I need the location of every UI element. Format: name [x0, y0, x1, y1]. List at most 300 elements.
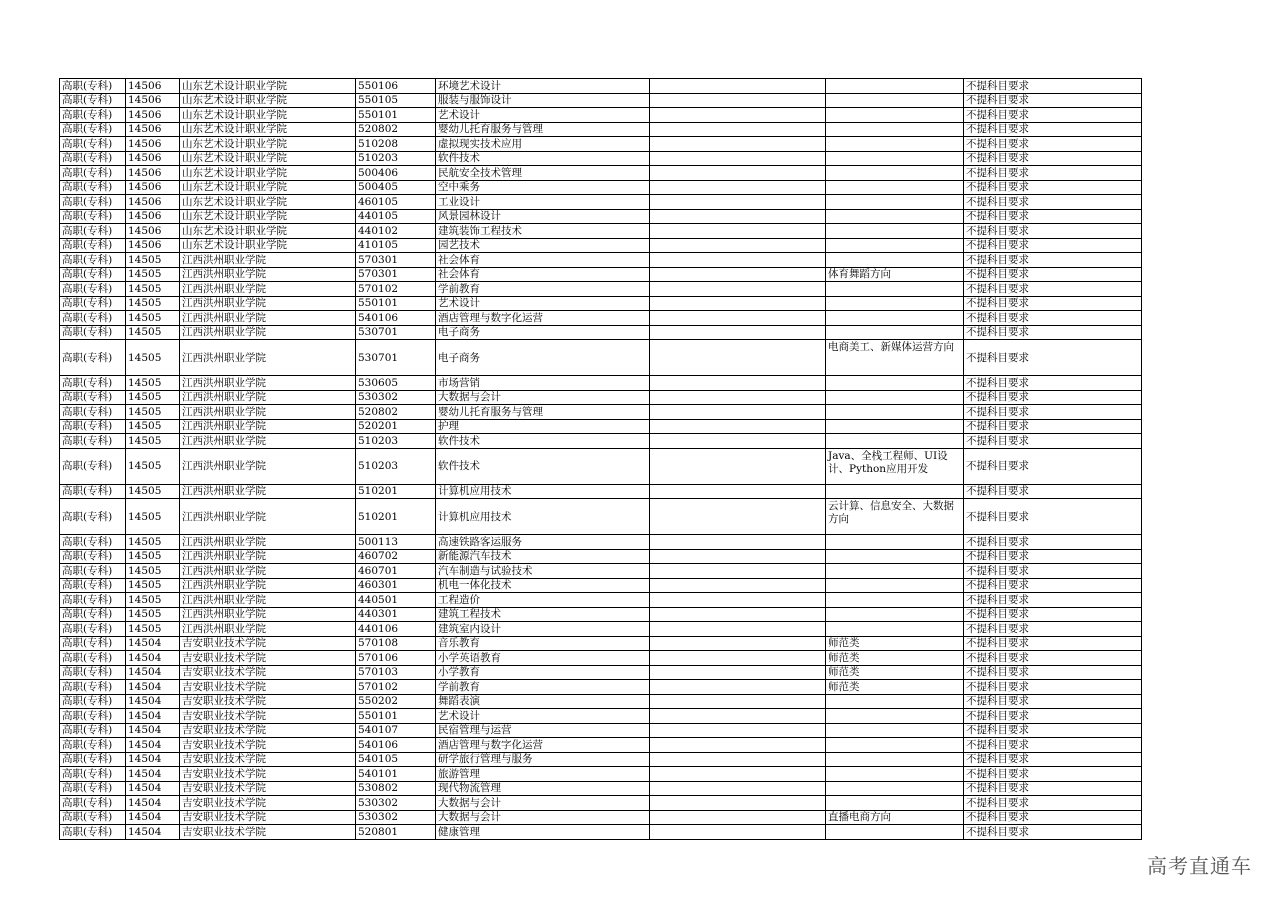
major-name-cell: 电子商务 [436, 340, 650, 376]
table-row [60, 549, 1142, 564]
blank-cell [650, 93, 826, 108]
remark-cell: 云计算、信息安全、大数据方向 [826, 499, 964, 535]
level-cell: 高职(专科) [60, 796, 126, 811]
major-name-cell: 艺术设计 [436, 108, 650, 123]
level-cell: 高职(专科) [60, 376, 126, 391]
remark-cell: 师范类 [826, 680, 964, 695]
subject-requirement-cell: 不提科目要求 [964, 767, 1142, 782]
school-code-cell: 14505 [126, 390, 180, 405]
subject-requirement-cell: 不提科目要求 [964, 593, 1142, 608]
major-code-cell: 440102 [356, 224, 436, 239]
subject-requirement-cell: 不提科目要求 [964, 680, 1142, 695]
major-name-cell: 电子商务 [436, 325, 650, 340]
school-code-cell: 14506 [126, 195, 180, 210]
level-cell: 高职(专科) [60, 224, 126, 239]
school-name-cell: 吉安职业技术学院 [180, 665, 356, 680]
table-row [60, 209, 1142, 224]
school-code-cell: 14506 [126, 79, 180, 94]
subject-requirement-cell: 不提科目要求 [964, 752, 1142, 767]
school-code-cell: 14505 [126, 593, 180, 608]
school-name-cell: 吉安职业技术学院 [180, 709, 356, 724]
table-row [60, 499, 1142, 535]
school-code-cell: 14505 [126, 622, 180, 637]
school-code-cell: 14506 [126, 166, 180, 181]
school-name-cell: 山东艺术设计职业学院 [180, 180, 356, 195]
school-name-cell: 江西洪州职业学院 [180, 499, 356, 535]
school-name-cell: 江西洪州职业学院 [180, 253, 356, 268]
major-name-cell: 大数据与会计 [436, 796, 650, 811]
subject-requirement-cell: 不提科目要求 [964, 405, 1142, 420]
blank-cell [650, 253, 826, 268]
level-cell: 高职(专科) [60, 593, 126, 608]
remark-cell [826, 767, 964, 782]
major-name-cell: 计算机应用技术 [436, 484, 650, 499]
level-cell: 高职(专科) [60, 419, 126, 434]
school-code-cell: 14504 [126, 694, 180, 709]
level-cell: 高职(专科) [60, 151, 126, 166]
subject-requirement-cell: 不提科目要求 [964, 325, 1142, 340]
school-code-cell: 14506 [126, 122, 180, 137]
major-name-cell: 环境艺术设计 [436, 79, 650, 94]
table-row [60, 151, 1142, 166]
school-code-cell: 14505 [126, 419, 180, 434]
table-row [60, 180, 1142, 195]
table-row [60, 376, 1142, 391]
subject-requirement-cell: 不提科目要求 [964, 390, 1142, 405]
major-code-cell: 530302 [356, 390, 436, 405]
level-cell: 高职(专科) [60, 767, 126, 782]
remark-cell [826, 137, 964, 152]
remark-cell [826, 166, 964, 181]
school-name-cell: 山东艺术设计职业学院 [180, 122, 356, 137]
school-code-cell: 14504 [126, 723, 180, 738]
school-code-cell: 14505 [126, 311, 180, 326]
blank-cell [650, 651, 826, 666]
level-cell: 高职(专科) [60, 296, 126, 311]
major-code-cell: 410105 [356, 238, 436, 253]
subject-requirement-cell: 不提科目要求 [964, 166, 1142, 181]
level-cell: 高职(专科) [60, 238, 126, 253]
major-name-cell: 软件技术 [436, 448, 650, 484]
remark-cell [826, 419, 964, 434]
school-code-cell: 14506 [126, 180, 180, 195]
subject-requirement-cell: 不提科目要求 [964, 448, 1142, 484]
major-code-cell: 570102 [356, 282, 436, 297]
level-cell: 高职(专科) [60, 325, 126, 340]
school-code-cell: 14506 [126, 137, 180, 152]
school-code-cell: 14505 [126, 564, 180, 579]
remark-cell [826, 209, 964, 224]
blank-cell [650, 825, 826, 840]
table-row [60, 267, 1142, 282]
school-code-cell: 14505 [126, 376, 180, 391]
school-name-cell: 江西洪州职业学院 [180, 376, 356, 391]
table-row [60, 195, 1142, 210]
level-cell: 高职(专科) [60, 195, 126, 210]
major-name-cell: 社会体育 [436, 253, 650, 268]
table-row [60, 448, 1142, 484]
major-name-cell: 小学英语教育 [436, 651, 650, 666]
blank-cell [650, 622, 826, 637]
level-cell: 高职(专科) [60, 781, 126, 796]
school-name-cell: 吉安职业技术学院 [180, 767, 356, 782]
major-code-cell: 520802 [356, 405, 436, 420]
table-row [60, 796, 1142, 811]
level-cell: 高职(专科) [60, 810, 126, 825]
remark-cell [826, 484, 964, 499]
blank-cell [650, 238, 826, 253]
major-code-cell: 550101 [356, 709, 436, 724]
school-name-cell: 江西洪州职业学院 [180, 340, 356, 376]
table-row [60, 311, 1142, 326]
school-name-cell: 山东艺术设计职业学院 [180, 195, 356, 210]
school-name-cell: 山东艺术设计职业学院 [180, 151, 356, 166]
remark-cell [826, 93, 964, 108]
major-code-cell: 460702 [356, 549, 436, 564]
subject-requirement-cell: 不提科目要求 [964, 93, 1142, 108]
school-code-cell: 14504 [126, 665, 180, 680]
subject-requirement-cell: 不提科目要求 [964, 549, 1142, 564]
subject-requirement-cell: 不提科目要求 [964, 796, 1142, 811]
school-name-cell: 江西洪州职业学院 [180, 267, 356, 282]
school-code-cell: 14505 [126, 535, 180, 550]
major-code-cell: 460301 [356, 578, 436, 593]
school-code-cell: 14504 [126, 752, 180, 767]
school-name-cell: 江西洪州职业学院 [180, 622, 356, 637]
school-name-cell: 吉安职业技术学院 [180, 723, 356, 738]
school-name-cell: 吉安职业技术学院 [180, 796, 356, 811]
remark-cell [826, 79, 964, 94]
level-cell: 高职(专科) [60, 636, 126, 651]
school-name-cell: 江西洪州职业学院 [180, 484, 356, 499]
subject-requirement-cell: 不提科目要求 [964, 180, 1142, 195]
major-code-cell: 540105 [356, 752, 436, 767]
major-code-cell: 440301 [356, 607, 436, 622]
school-name-cell: 山东艺术设计职业学院 [180, 137, 356, 152]
table-row [60, 108, 1142, 123]
table-body [60, 79, 1142, 840]
blank-cell [650, 340, 826, 376]
major-code-cell: 460105 [356, 195, 436, 210]
subject-requirement-cell: 不提科目要求 [964, 209, 1142, 224]
blank-cell [650, 224, 826, 239]
major-name-cell: 计算机应用技术 [436, 499, 650, 535]
level-cell: 高职(专科) [60, 405, 126, 420]
subject-requirement-cell: 不提科目要求 [964, 484, 1142, 499]
major-name-cell: 高速铁路客运服务 [436, 535, 650, 550]
major-code-cell: 510203 [356, 434, 436, 449]
subject-requirement-cell: 不提科目要求 [964, 311, 1142, 326]
major-code-cell: 550106 [356, 79, 436, 94]
major-code-cell: 530802 [356, 781, 436, 796]
remark-cell: 师范类 [826, 636, 964, 651]
school-code-cell: 14505 [126, 434, 180, 449]
school-name-cell: 江西洪州职业学院 [180, 296, 356, 311]
level-cell: 高职(专科) [60, 549, 126, 564]
blank-cell [650, 549, 826, 564]
remark-cell [826, 622, 964, 637]
blank-cell [650, 680, 826, 695]
remark-cell [826, 376, 964, 391]
major-code-cell: 570106 [356, 651, 436, 666]
subject-requirement-cell: 不提科目要求 [964, 564, 1142, 579]
blank-cell [650, 296, 826, 311]
major-name-cell: 民宿管理与运营 [436, 723, 650, 738]
school-name-cell: 江西洪州职业学院 [180, 311, 356, 326]
blank-cell [650, 209, 826, 224]
remark-cell [826, 390, 964, 405]
level-cell: 高职(专科) [60, 825, 126, 840]
major-code-cell: 550105 [356, 93, 436, 108]
blank-cell [650, 434, 826, 449]
school-name-cell: 吉安职业技术学院 [180, 636, 356, 651]
enrollment-table [59, 78, 1142, 840]
major-name-cell: 软件技术 [436, 151, 650, 166]
major-name-cell: 市场营销 [436, 376, 650, 391]
school-name-cell: 江西洪州职业学院 [180, 593, 356, 608]
major-name-cell: 小学教育 [436, 665, 650, 680]
remark-cell [826, 296, 964, 311]
blank-cell [650, 405, 826, 420]
blank-cell [650, 108, 826, 123]
major-code-cell: 550202 [356, 694, 436, 709]
major-name-cell: 社会体育 [436, 267, 650, 282]
major-name-cell: 工程造价 [436, 593, 650, 608]
remark-cell [826, 564, 964, 579]
major-name-cell: 建筑装饰工程技术 [436, 224, 650, 239]
school-code-cell: 14505 [126, 296, 180, 311]
major-code-cell: 570301 [356, 267, 436, 282]
subject-requirement-cell: 不提科目要求 [964, 622, 1142, 637]
major-code-cell: 540106 [356, 738, 436, 753]
major-code-cell: 520802 [356, 122, 436, 137]
major-code-cell: 510208 [356, 137, 436, 152]
level-cell: 高职(专科) [60, 209, 126, 224]
table-row [60, 166, 1142, 181]
level-cell: 高职(专科) [60, 311, 126, 326]
major-name-cell: 园艺技术 [436, 238, 650, 253]
level-cell: 高职(专科) [60, 723, 126, 738]
remark-cell [826, 108, 964, 123]
blank-cell [650, 499, 826, 535]
major-name-cell: 现代物流管理 [436, 781, 650, 796]
blank-cell [650, 665, 826, 680]
blank-cell [650, 282, 826, 297]
subject-requirement-cell: 不提科目要求 [964, 151, 1142, 166]
major-code-cell: 440106 [356, 622, 436, 637]
blank-cell [650, 694, 826, 709]
major-name-cell: 艺术设计 [436, 709, 650, 724]
level-cell: 高职(专科) [60, 499, 126, 535]
school-name-cell: 江西洪州职业学院 [180, 564, 356, 579]
major-name-cell: 建筑工程技术 [436, 607, 650, 622]
table-row [60, 781, 1142, 796]
level-cell: 高职(专科) [60, 390, 126, 405]
major-name-cell: 学前教育 [436, 680, 650, 695]
blank-cell [650, 723, 826, 738]
remark-cell: 电商美工、新媒体运营方向 [826, 340, 964, 376]
subject-requirement-cell: 不提科目要求 [964, 253, 1142, 268]
blank-cell [650, 484, 826, 499]
remark-cell [826, 781, 964, 796]
subject-requirement-cell: 不提科目要求 [964, 781, 1142, 796]
subject-requirement-cell: 不提科目要求 [964, 137, 1142, 152]
school-name-cell: 江西洪州职业学院 [180, 325, 356, 340]
school-name-cell: 吉安职业技术学院 [180, 694, 356, 709]
school-code-cell: 14504 [126, 767, 180, 782]
subject-requirement-cell: 不提科目要求 [964, 723, 1142, 738]
major-code-cell: 530701 [356, 325, 436, 340]
school-code-cell: 14505 [126, 484, 180, 499]
major-code-cell: 500406 [356, 166, 436, 181]
blank-cell [650, 151, 826, 166]
school-name-cell: 江西洪州职业学院 [180, 419, 356, 434]
subject-requirement-cell: 不提科目要求 [964, 282, 1142, 297]
level-cell: 高职(专科) [60, 535, 126, 550]
major-name-cell: 婴幼儿托育服务与管理 [436, 122, 650, 137]
level-cell: 高职(专科) [60, 79, 126, 94]
major-name-cell: 建筑室内设计 [436, 622, 650, 637]
school-name-cell: 吉安职业技术学院 [180, 781, 356, 796]
table-row [60, 723, 1142, 738]
table-row [60, 767, 1142, 782]
level-cell: 高职(专科) [60, 166, 126, 181]
table-row [60, 665, 1142, 680]
major-code-cell: 510201 [356, 484, 436, 499]
school-name-cell: 江西洪州职业学院 [180, 405, 356, 420]
remark-cell [826, 752, 964, 767]
subject-requirement-cell: 不提科目要求 [964, 810, 1142, 825]
table-row [60, 484, 1142, 499]
remark-cell: 师范类 [826, 665, 964, 680]
blank-cell [650, 752, 826, 767]
watermark: 高考直通车 [1147, 854, 1252, 878]
school-name-cell: 江西洪州职业学院 [180, 434, 356, 449]
major-name-cell: 大数据与会计 [436, 390, 650, 405]
table-row [60, 253, 1142, 268]
school-code-cell: 14504 [126, 680, 180, 695]
blank-cell [650, 79, 826, 94]
school-name-cell: 吉安职业技术学院 [180, 651, 356, 666]
school-name-cell: 江西洪州职业学院 [180, 448, 356, 484]
school-name-cell: 山东艺术设计职业学院 [180, 79, 356, 94]
table-row [60, 607, 1142, 622]
school-code-cell: 14504 [126, 738, 180, 753]
blank-cell [650, 535, 826, 550]
subject-requirement-cell: 不提科目要求 [964, 499, 1142, 535]
major-name-cell: 酒店管理与数字化运营 [436, 311, 650, 326]
blank-cell [650, 796, 826, 811]
table-row [60, 282, 1142, 297]
table-row [60, 340, 1142, 376]
blank-cell [650, 195, 826, 210]
level-cell: 高职(专科) [60, 680, 126, 695]
remark-cell [826, 195, 964, 210]
blank-cell [650, 180, 826, 195]
major-name-cell: 旅游管理 [436, 767, 650, 782]
level-cell: 高职(专科) [60, 622, 126, 637]
table-row [60, 738, 1142, 753]
remark-cell [826, 709, 964, 724]
major-name-cell: 民航安全技术管理 [436, 166, 650, 181]
table-row [60, 622, 1142, 637]
remark-cell [826, 325, 964, 340]
level-cell: 高职(专科) [60, 709, 126, 724]
major-code-cell: 510203 [356, 151, 436, 166]
school-name-cell: 江西洪州职业学院 [180, 535, 356, 550]
blank-cell [650, 390, 826, 405]
school-name-cell: 吉安职业技术学院 [180, 738, 356, 753]
subject-requirement-cell: 不提科目要求 [964, 296, 1142, 311]
major-name-cell: 音乐教育 [436, 636, 650, 651]
remark-cell [826, 434, 964, 449]
school-code-cell: 14504 [126, 796, 180, 811]
major-name-cell: 健康管理 [436, 825, 650, 840]
school-code-cell: 14504 [126, 825, 180, 840]
subject-requirement-cell: 不提科目要求 [964, 578, 1142, 593]
level-cell: 高职(专科) [60, 564, 126, 579]
major-name-cell: 学前教育 [436, 282, 650, 297]
major-name-cell: 研学旅行管理与服务 [436, 752, 650, 767]
table-row [60, 419, 1142, 434]
level-cell: 高职(专科) [60, 448, 126, 484]
school-code-cell: 14505 [126, 578, 180, 593]
school-name-cell: 吉安职业技术学院 [180, 752, 356, 767]
table-row [60, 93, 1142, 108]
level-cell: 高职(专科) [60, 484, 126, 499]
major-code-cell: 540107 [356, 723, 436, 738]
subject-requirement-cell: 不提科目要求 [964, 108, 1142, 123]
major-name-cell: 酒店管理与数字化运营 [436, 738, 650, 753]
major-name-cell: 大数据与会计 [436, 810, 650, 825]
school-code-cell: 14506 [126, 151, 180, 166]
school-code-cell: 14505 [126, 549, 180, 564]
table-row [60, 564, 1142, 579]
subject-requirement-cell: 不提科目要求 [964, 825, 1142, 840]
remark-cell [826, 694, 964, 709]
blank-cell [650, 122, 826, 137]
blank-cell [650, 448, 826, 484]
level-cell: 高职(专科) [60, 340, 126, 376]
blank-cell [650, 578, 826, 593]
level-cell: 高职(专科) [60, 137, 126, 152]
table-row [60, 296, 1142, 311]
major-name-cell: 艺术设计 [436, 296, 650, 311]
school-name-cell: 山东艺术设计职业学院 [180, 224, 356, 239]
school-code-cell: 14505 [126, 253, 180, 268]
subject-requirement-cell: 不提科目要求 [964, 694, 1142, 709]
table-row [60, 79, 1142, 94]
major-code-cell: 550101 [356, 296, 436, 311]
school-code-cell: 14504 [126, 810, 180, 825]
remark-cell [826, 282, 964, 297]
subject-requirement-cell: 不提科目要求 [964, 340, 1142, 376]
major-code-cell: 500113 [356, 535, 436, 550]
major-code-cell: 530701 [356, 340, 436, 376]
subject-requirement-cell: 不提科目要求 [964, 665, 1142, 680]
subject-requirement-cell: 不提科目要求 [964, 224, 1142, 239]
major-name-cell: 机电一体化技术 [436, 578, 650, 593]
school-name-cell: 江西洪州职业学院 [180, 578, 356, 593]
major-name-cell: 新能源汽车技术 [436, 549, 650, 564]
remark-cell: Java、全栈工程师、UI设计、Python应用开发 [826, 448, 964, 484]
school-name-cell: 吉安职业技术学院 [180, 680, 356, 695]
major-code-cell: 570103 [356, 665, 436, 680]
remark-cell [826, 180, 964, 195]
table-row [60, 636, 1142, 651]
major-code-cell: 550101 [356, 108, 436, 123]
remark-cell [826, 796, 964, 811]
